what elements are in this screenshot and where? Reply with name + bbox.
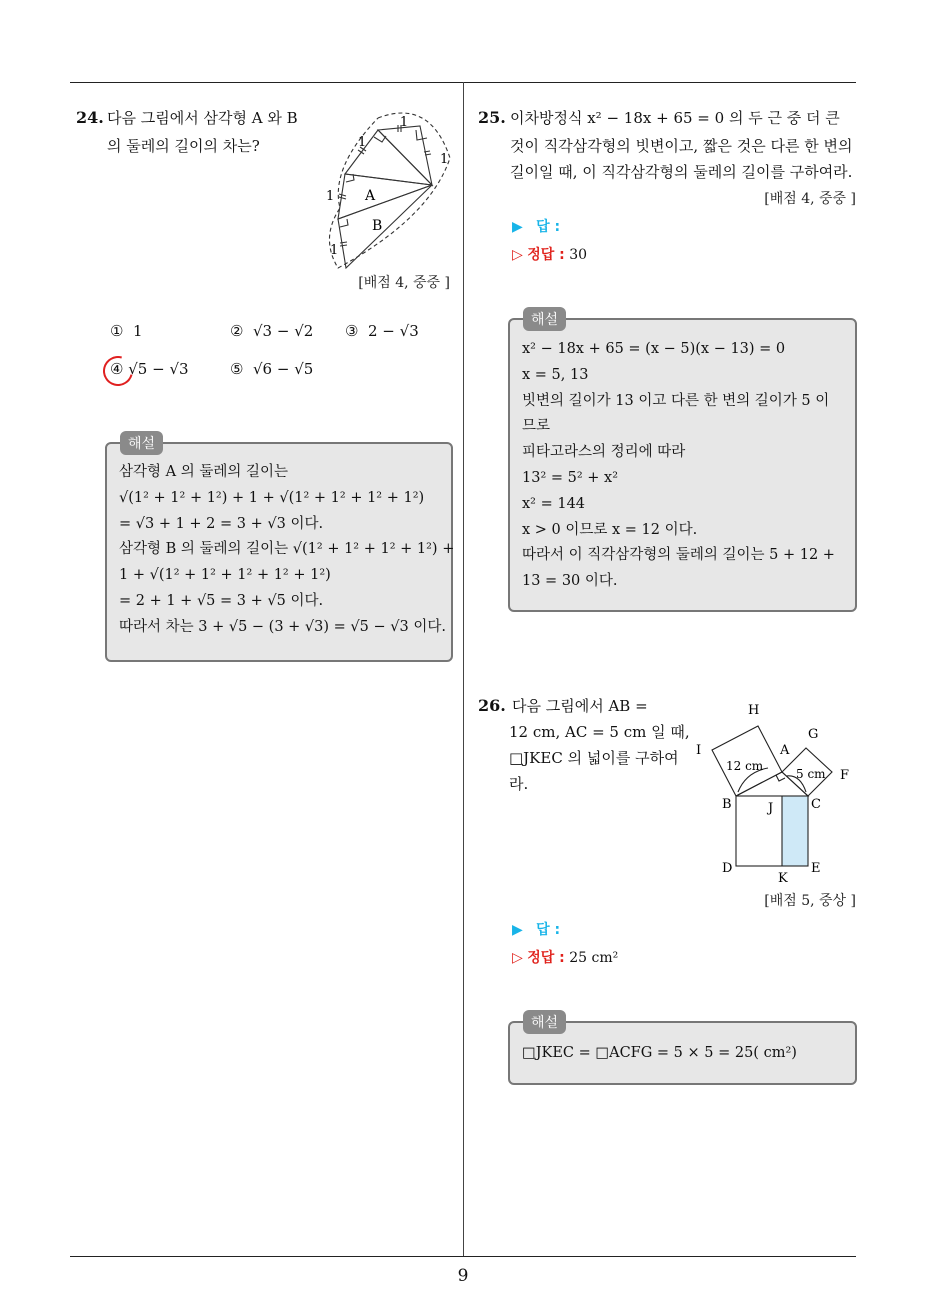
q24-text-line1: 다음 그림에서 삼각형 A 와 B [107,109,298,127]
q24-solution-line: √(1² + 1² + 1²) + 1 + √(1² + 1² + 1² + 1²) [119,489,425,506]
column-divider [463,82,464,1256]
q25-text-line2: 것이 직각삼각형의 빗변이고, 짧은 것은 다른 한 변의 [510,137,853,155]
q26-label-e: E [811,861,821,876]
q26-solution-line: □JKEC = □ACFG = 5 × 5 = 25( cm²) [522,1045,797,1061]
q24-choice-2[interactable]: ② √3 − √2 [230,322,314,340]
q24-solution-body [119,460,454,641]
q24-solution-line: 삼각형 B 의 둘레의 길이는 √(1² + 1² + 1² + 1²) + [119,541,455,558]
outline-triangle-icon: ▷ [512,247,523,263]
q26-answer-row[interactable] [512,919,560,939]
q26-label-g: G [808,727,819,742]
q26-correct-label: 정답 : [527,950,565,966]
q26-label-d: D [722,861,733,876]
q25-meta: [배점 4, 중중 ] [764,191,856,207]
q24-solution-line: 1 + √(1² + 1² + 1² + 1² + 1²) [119,567,331,584]
q24-solution-line: 삼각형 A 의 둘레의 길이는 [119,464,288,480]
q24-solution-box [105,442,453,662]
q26-label-i: I [696,743,702,758]
q26-label-c: C [811,797,821,812]
q25-solution-box [508,318,857,612]
outline-triangle-icon: ▷ [512,950,523,966]
q25-solution-body [522,337,835,595]
q25-correct-value: 30 [569,247,588,263]
q25-solution-line: x² = 144 [522,495,586,512]
q25-solution-line: 므로 [522,418,551,435]
q26-label-k: K [778,871,788,884]
q24-choice-3[interactable]: ③ 2 − √3 [345,322,419,340]
q25-solution-line: 피타고라스의 정리에 따라 [522,444,686,461]
q26-label-a: A [780,743,790,758]
q26-figure [690,696,860,884]
q26-solution-body [522,1041,797,1067]
q26-correct-value: 25 cm² [569,950,619,966]
q26-label-ab: 12 cm [726,759,764,773]
q24-figure [320,108,460,276]
q25-solution-line: 13² = 5² + x² [522,469,619,486]
q24-meta: [배점 4, 중중 ] [358,275,450,291]
page-number: 9 [457,1266,469,1286]
q24-fig-label-left-mid: 1 [326,189,335,204]
q24-solution-tag: 해설 [120,431,163,455]
q24-choice-5[interactable]: ⑤ √6 − √5 [230,360,314,378]
q25-solution-line: x = 5, 13 [522,366,589,383]
q25-solution-line: 빗변의 길이가 13 이고 다른 한 변의 길이가 5 이 [522,392,830,409]
q25-solution-line: 따라서 이 직각삼각형의 둘레의 길이는 5 + 12 + [522,547,835,564]
q24-solution-line: 따라서 차는 3 + √5 − (3 + √3) = √5 − √3 이다. [119,618,446,635]
q26-answer-label: 답 : [536,922,561,938]
q24-solution-line: = 2 + 1 + √5 = 3 + √5 이다. [119,592,324,609]
q24-fig-label-top: 1 [399,115,409,130]
bottom-rule [70,1256,856,1257]
q25-answer-label: 답 : [536,219,561,235]
q26-label-h: H [748,703,760,718]
q25-number: 25. [478,108,506,127]
q25-solution-tag: 해설 [523,307,566,331]
q24-choice-1[interactable]: ① 1 [110,322,143,340]
q24-fig-label-left-bottom: 1 [330,243,339,258]
q25-answer-row[interactable] [512,216,560,236]
q26-text-line1: 다음 그림에서 AB = [512,697,648,715]
q25-solution-line: x > 0 이므로 x = 12 이다. [522,521,698,538]
q26-text-line3: □JKEC 의 넓이를 구하여 [509,749,679,767]
q26-highlight-rect [782,796,808,866]
q26-text-line2: 12 cm, AC = 5 cm 일 때, [509,723,690,741]
q26-number: 26. [478,696,506,715]
q24-solution-line: = √3 + 1 + 2 = 3 + √3 이다. [119,515,324,532]
q25-text-line1: 이차방정식 x² − 18x + 65 = 0 의 두 근 중 더 큰 [510,109,840,127]
q26-label-f: F [840,768,850,783]
q24-fig-label-a: A [365,188,376,204]
selected-answer-circle-icon [98,351,139,392]
q25-solution-line: x² − 18x + 65 = (x − 5)(x − 13) = 0 [522,341,786,357]
q25-correct-label: 정답 : [527,247,565,263]
play-triangle-icon: ▶ [512,219,523,235]
q24-choice-4[interactable]: ④ √5 − √3 [110,360,189,378]
q24-fig-label-left-top: 1 [358,135,367,150]
q25-correct-row [512,244,587,264]
q25-solution-line: 13 = 30 이다. [522,573,618,590]
q26-meta: [배점 5, 중상 ] [764,893,856,909]
q24-text-line2: 의 둘레의 길이의 차는? [107,137,260,155]
q26-label-b: B [722,797,732,812]
q26-text-line4: 라. [509,775,529,793]
q25-text-line3: 길이일 때, 이 직각삼각형의 둘레의 길이를 구하여라. [510,163,853,181]
play-triangle-icon: ▶ [512,922,523,938]
q26-label-ac: 5 cm [796,767,826,781]
q24-number: 24. [76,108,104,127]
q24-fig-label-b: B [372,218,383,234]
q26-solution-tag: 해설 [523,1010,566,1034]
q26-correct-row [512,947,618,967]
q26-label-j: J [768,801,774,816]
q24-fig-label-right: 1 [440,152,449,167]
